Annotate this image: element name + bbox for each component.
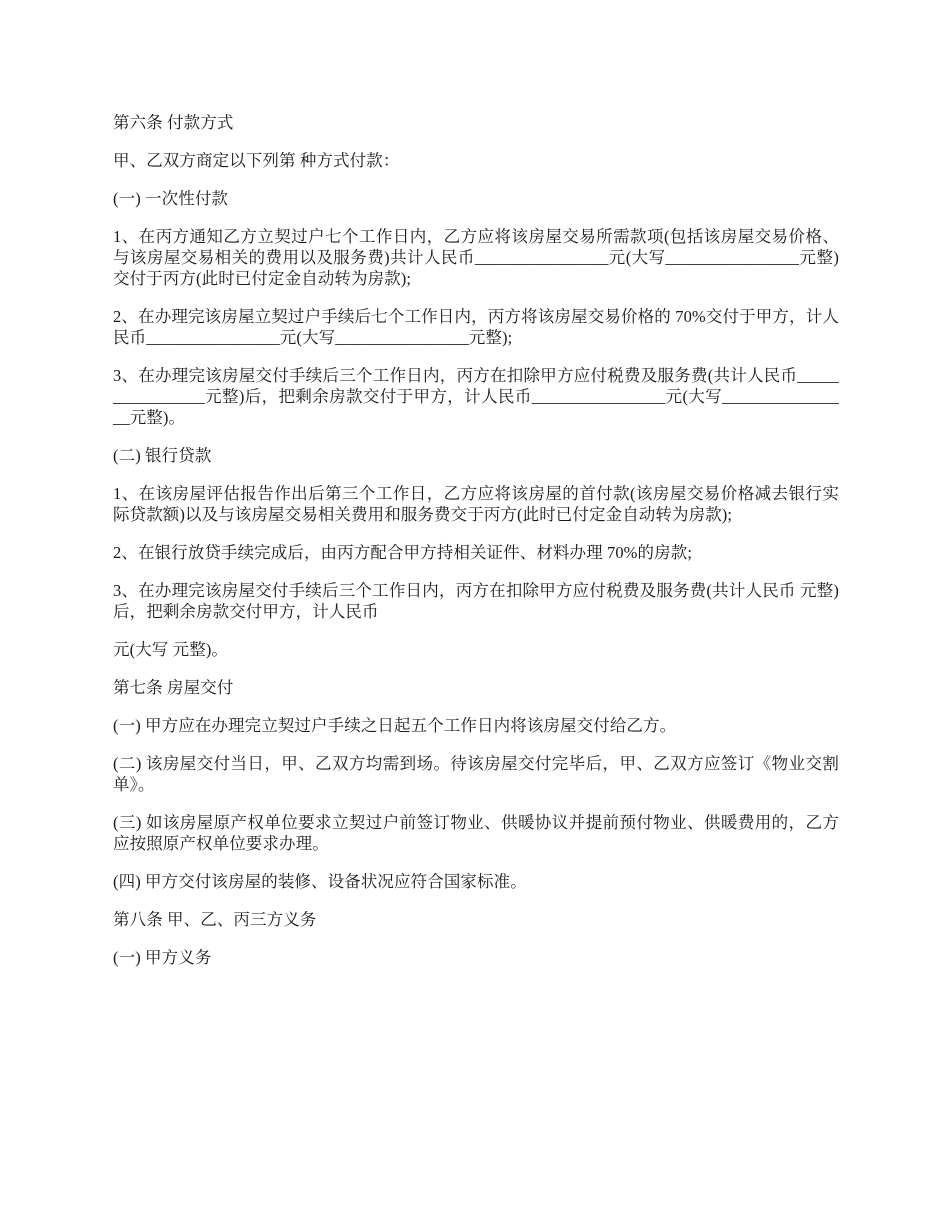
delivery-clause-4: (四) 甲方交付该房屋的装修、设备状况应符合国家标准。 <box>113 872 527 891</box>
bank-loan-clause-3-continued: 元(大写 元整)。 <box>113 640 229 659</box>
document-page <box>113 112 839 985</box>
delivery-clause-1: (一) 甲方应在办理完立契过户手续之日起五个工作日内将该房屋交付给乙方。 <box>113 716 677 735</box>
article-7-heading: 第七条 房屋交付 <box>113 678 234 697</box>
section-lump-sum-heading: (一) 一次性付款 <box>113 189 229 208</box>
bank-loan-clause-2: 2、在银行放贷手续完成后，由丙方配合甲方持相关证件、材料办理 70%的房款; <box>113 543 693 562</box>
delivery-clause-3: (三) 如该房屋原产权单位要求立契过户前签订物业、供暖协议并提前预付物业、供暖费用的，乙方应按照原产权单位要求办理。 <box>113 813 839 853</box>
section-bank-loan-heading: (二) 银行贷款 <box>113 446 212 465</box>
article-6-heading: 第六条 付款方式 <box>113 113 234 132</box>
lump-sum-clause-3: 3、在办理完该房屋交付手续后三个工作日内，丙方在扣除甲方应付税费及服务费(共计人民币________________元整)后，把剩余房款交付于甲方，计人民币________________元(大写________________元整)。 <box>113 366 839 427</box>
lump-sum-clause-2: 2、在办理完该房屋立契过户手续后七个工作日内，丙方将该房屋交易价格的 70%交付于甲方，计人民币________________元(大写________________元整); <box>113 307 839 347</box>
payment-method-intro: 甲、乙双方商定以下列第 种方式付款： <box>113 151 400 170</box>
delivery-clause-2: (二) 该房屋交付当日，甲、乙双方均需到场。待该房屋交付完毕后，甲、乙双方应签订《物业交割单》。 <box>113 754 839 794</box>
party-a-obligations-heading: (一) 甲方义务 <box>113 948 212 967</box>
bank-loan-clause-1: 1、在该房屋评估报告作出后第三个工作日，乙方应将该房屋的首付款(该房屋交易价格减去银行实际贷款额)以及与该房屋交易相关费用和服务费交于丙方(此时已付定金自动转为房款); <box>113 484 839 524</box>
lump-sum-clause-1: 1、在丙方通知乙方立契过户七个工作日内，乙方应将该房屋交易所需款项(包括该房屋交易价格、与该房屋交易相关的费用以及服务费)共计人民币________________元(大写________________元整)交付于丙方(此时已付定金自动转为房款); <box>113 227 839 288</box>
article-8-heading: 第八条 甲、乙、丙三方义务 <box>113 910 317 929</box>
bank-loan-clause-3: 3、在办理完该房屋交付手续后三个工作日内，丙方在扣除甲方应付税费及服务费(共计人民币 元整)后，把剩余房款交付甲方，计人民币 <box>113 581 839 621</box>
